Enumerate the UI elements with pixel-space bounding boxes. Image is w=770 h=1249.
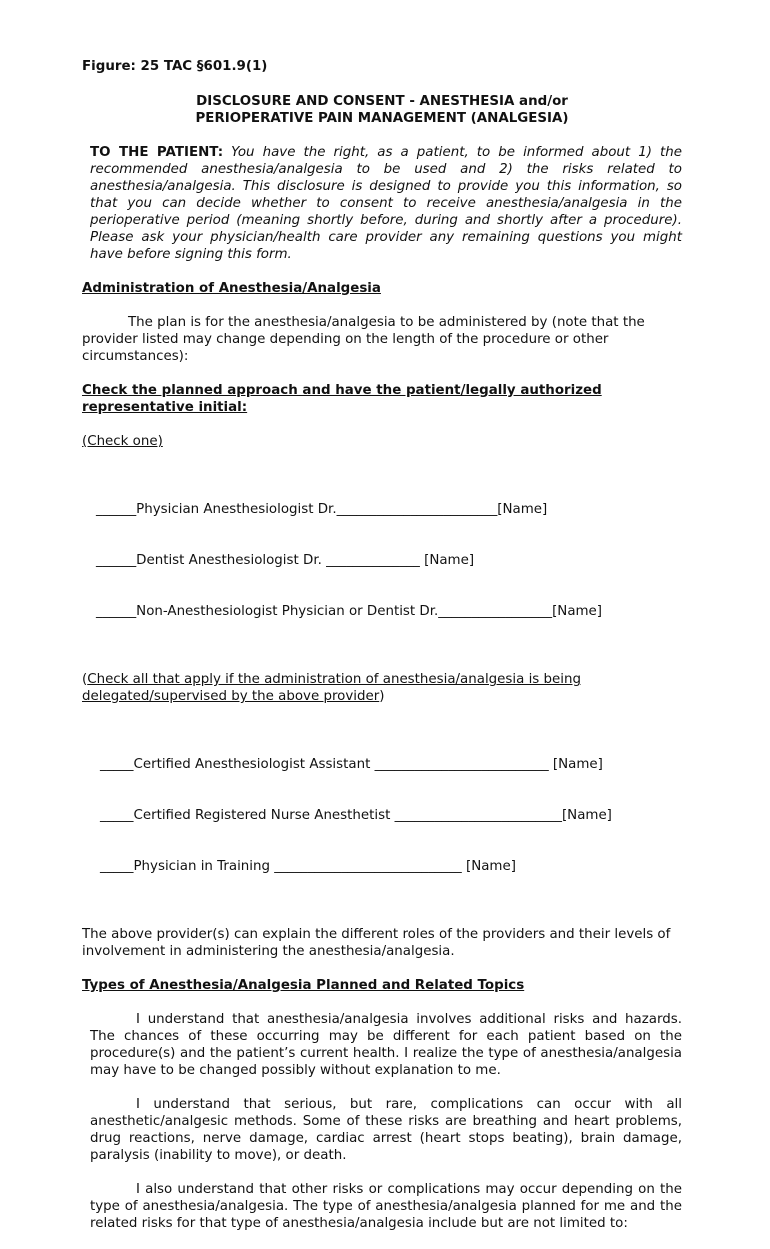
delegate-option-physician-in-training[interactable]: _____Physician in Training ____________________________ [Name] xyxy=(100,859,516,874)
patient-notice-label: TO THE PATIENT: xyxy=(90,145,224,160)
section-heading-administration: Administration of Anesthesia/Analgesia xyxy=(82,281,381,296)
plan-paragraph: The plan is for the anesthesia/analgesia to be administered by (note that the provider listed may change depending on the length of the procedure or other circumstances): xyxy=(82,315,645,364)
risks-paragraph-1: I understand that anesthesia/analgesia involves additional risks and hazards. The chances of these occurring may be different for each patient based on the procedure(s) and the patient’s current health. I realize the type of anesthesia/analgesia may have to be changed possibly without explanation to me. xyxy=(90,1012,682,1078)
patient-notice xyxy=(90,144,682,263)
provider-roles-paragraph: The above provider(s) can explain the different roles of the providers and their levels of involvement in administering the anesthesia/analgesia. xyxy=(82,927,671,959)
check-approach-heading: Check the planned approach and have the patient/legally authorized representative initial: xyxy=(82,383,602,415)
figure-reference: Figure: 25 TAC §601.9(1) xyxy=(82,59,268,74)
check-all-label: Check all that apply if the administration of anesthesia/analgesia is being delegated/supervised by the above provider xyxy=(82,672,581,704)
section-heading-types: Types of Anesthesia/Analgesia Planned and Related Topics xyxy=(82,978,525,993)
provider-option-dentist-anesthesiologist[interactable]: ______Dentist Anesthesiologist Dr. ______________ [Name] xyxy=(96,553,475,568)
risks-paragraph-3: I also understand that other risks or complications may occur depending on the type of anesthesia/analgesia. The type of anesthesia/analgesia planned for me and the related risks for that type of anesthesia/analgesia include but are not limited to: xyxy=(90,1182,682,1231)
delegate-option-anesthesiologist-assistant[interactable]: _____Certified Anesthesiologist Assistant __________________________ [Name] xyxy=(100,757,603,772)
document-title xyxy=(82,93,682,127)
title-line-2: PERIOPERATIVE PAIN MANAGEMENT (ANALGESIA) xyxy=(195,111,569,126)
delegate-list xyxy=(100,722,682,909)
provider-option-physician-anesthesiologist[interactable]: ______Physician Anesthesiologist Dr.________________________[Name] xyxy=(96,502,548,517)
title-line-1: DISCLOSURE AND CONSENT - ANESTHESIA and/or xyxy=(196,94,568,109)
patient-notice-text: You have the right, as a patient, to be informed about 1) the recommended anesthesia/analgesia to be used and 2) the risks related to anesthesia/analgesia. This disclosure is designed to provide you this information, so that you can decide whether to consent to receive anesthesia/analgesia in the perioperative period (meaning shortly before, during and shortly after a procedure). Please ask your physician/health care provider any remaining questions you might have before signing this form. xyxy=(90,145,683,262)
consent-document xyxy=(82,58,682,1249)
check-one-label: (Check one) xyxy=(82,434,163,449)
provider-list xyxy=(96,467,682,654)
provider-option-non-anesthesiologist[interactable]: ______Non-Anesthesiologist Physician or Dentist Dr._________________[Name] xyxy=(96,604,603,619)
check-all-note: (Check all that apply if the administration of anesthesia/analgesia is being delegated/supervised by the above provider) xyxy=(82,672,581,704)
delegate-option-nurse-anesthetist[interactable]: _____Certified Registered Nurse Anesthetist _________________________[Name] xyxy=(100,808,612,823)
risks-paragraph-2: I understand that serious, but rare, complications can occur with all anesthetic/analgesic methods. Some of these risks are breathing and heart problems, drug reactions, nerve damage, cardiac arrest (heart stops beating), brain damage, paralysis (inability to move), or death. xyxy=(90,1097,682,1163)
